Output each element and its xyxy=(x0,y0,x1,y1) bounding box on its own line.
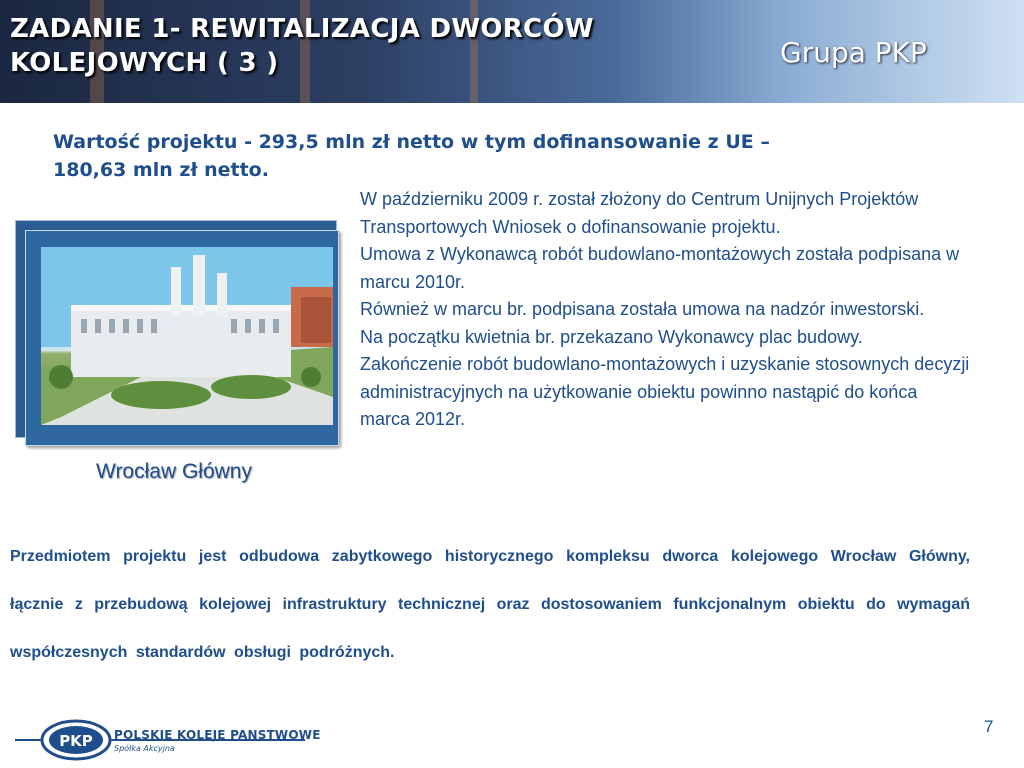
project-value-heading xyxy=(53,128,973,184)
project-value-line2: 180,63 mln zł netto. xyxy=(53,159,269,181)
image-caption: Wrocław Główny xyxy=(96,460,252,483)
slide-title-line2: KOLEJOWYCH ( 3 ) xyxy=(10,48,279,78)
slide-title xyxy=(10,12,594,80)
project-value-line1: Wartość projektu - 293,5 mln zł netto w tym dofinansowanie z UE – xyxy=(53,131,770,153)
slide-title-line1: ZADANIE 1- REWITALIZACJA DWORCÓW xyxy=(10,14,594,44)
logo-letters: PKP xyxy=(59,732,93,750)
station-illustration xyxy=(41,247,333,425)
slide-header xyxy=(0,0,1024,103)
station-rendering-image xyxy=(41,247,333,425)
timeline-paragraph: Umowa z Wykonawcą robót budowlano-montażowych została podpisana w marcu 2010r. xyxy=(360,244,960,292)
pkp-logo-icon xyxy=(40,719,112,761)
timeline-paragraph: W październiku 2009 r. został złożony do Centrum Unijnych Projektów Transportowych Wniosek o dofinansowanie projektu. xyxy=(360,189,919,237)
timeline-paragraph: Również w marcu br. podpisana została umowa na nadzór inwestorski. xyxy=(360,299,925,319)
project-timeline-text xyxy=(360,186,970,434)
brand-logo-text: Grupa PKP xyxy=(780,36,927,69)
footer-company-subtitle: Spółka Akcyjna xyxy=(114,744,175,753)
footer-company-name: POLSKIE KOLEJE PANSTWOWE xyxy=(114,728,321,742)
page-number: 7 xyxy=(984,717,994,736)
timeline-paragraph: Na początku kwietnia br. przekazano Wykonawcy plac budowy. xyxy=(360,326,863,347)
project-subject-text: Przedmiotem projektu jest odbudowa zabytkowego historycznego kompleksu dworca kolejowego Wrocław Główny, łącznie z przebudową kolejowej infrastruktury technicznej oraz dostosowaniem funkcjonalnym obiektu do wymagań współczesnych standardów obsługi podróżnych. xyxy=(10,548,970,661)
timeline-paragraph: Zakończenie robót budowlano-montażowych i uzyskanie stosownych decyzji administracyjnych na użytkowanie obiektu powinno nastąpić do końca marca 2012r. xyxy=(360,354,970,429)
